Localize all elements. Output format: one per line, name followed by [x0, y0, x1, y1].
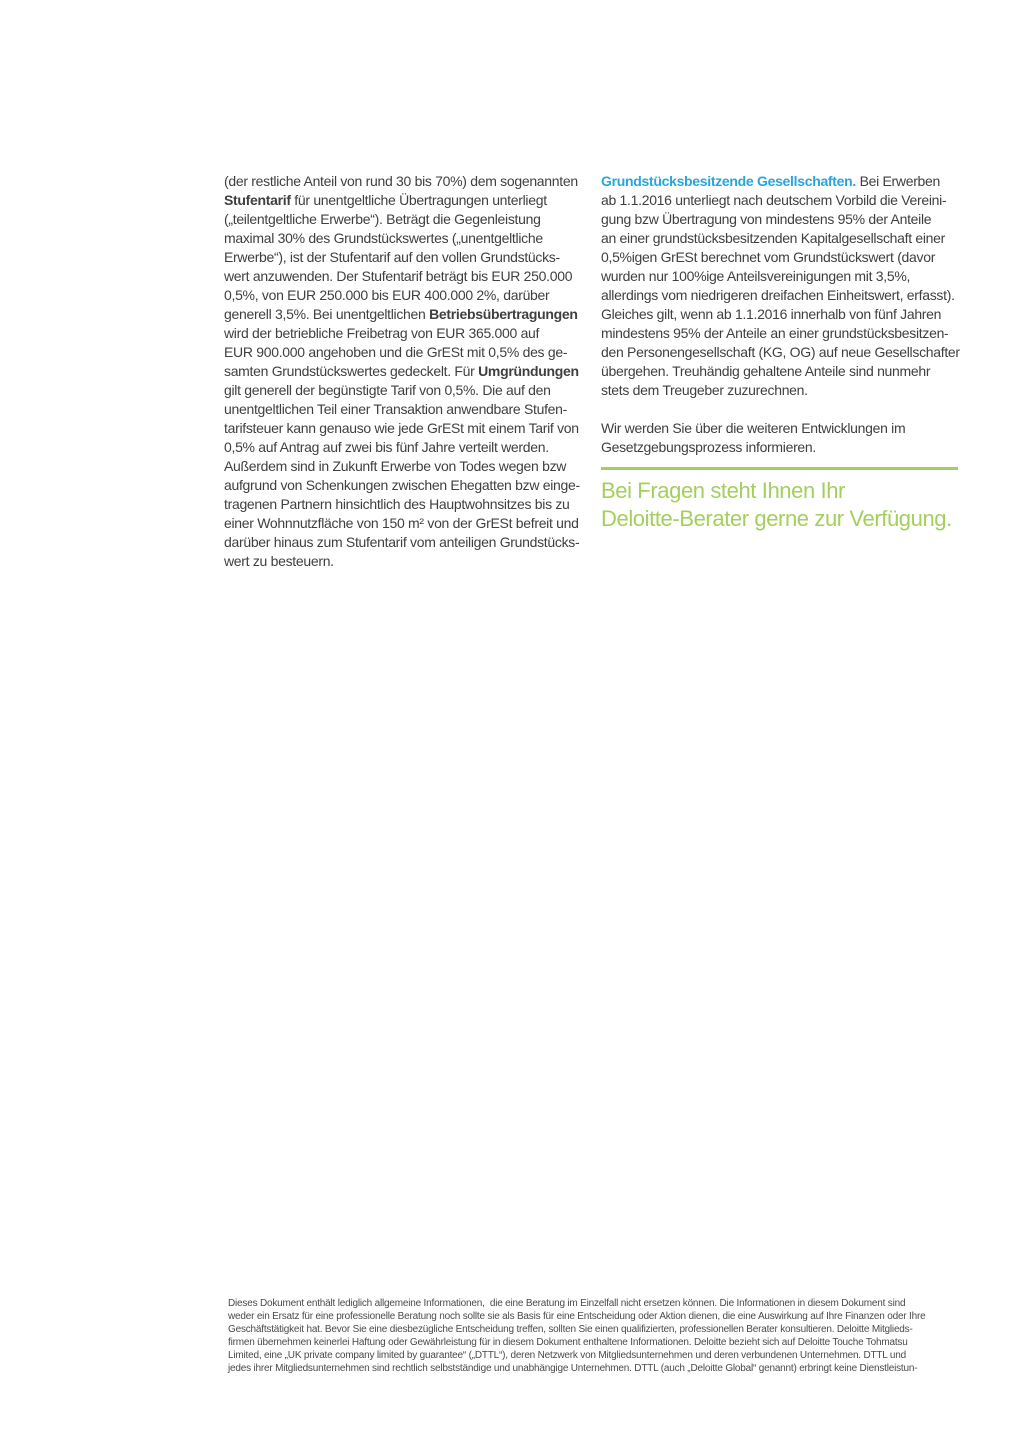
- text-line: allerdings vom niedrigeren dreifachen Einheitswert, erfasst).: [601, 287, 955, 303]
- text-line: Gesetzgebungsprozess informieren.: [601, 439, 816, 455]
- text-line: (der restliche Anteil von rund 30 bis 70%) dem sogenannten: [224, 173, 578, 189]
- text-line: den Personengesellschaft (KG, OG) auf neue Gesellschafter: [601, 344, 960, 360]
- text-line: stets dem Treugeber zuzurechnen.: [601, 382, 808, 398]
- paragraph-grundstuecksbesitzende-gesellschaften: [601, 172, 963, 400]
- text-line: 0,5%, von EUR 250.000 bis EUR 400.000 2%, darüber: [224, 287, 550, 303]
- text-line: Erwerbe“), ist der Stufentarif auf den vollen Grundstücks-: [224, 249, 560, 265]
- text-line: Dieses Dokument enthält lediglich allgemeine Informationen, die eine Beratung im Einzelfall nicht ersetzen können. Die Informationen in diesem Dokument sind: [228, 1298, 906, 1309]
- text-line: Wir werden Sie über die weiteren Entwicklungen im: [601, 420, 906, 436]
- text-line: wurden nur 100%ige Anteilsvereinigungen mit 3,5%,: [601, 268, 911, 284]
- left-text-column: [224, 172, 586, 571]
- text-line: firmen übernehmen keinerlei Haftung oder Gewährleistung für in diesem Dokument enthaltene Informationen. Deloitte bezieht sich auf Deloitte Touche Tohmatsu: [228, 1337, 908, 1348]
- text-line: darüber hinaus zum Stufentarif vom anteiligen Grundstücks-: [224, 534, 580, 550]
- text-line: weder ein Ersatz für eine professionelle Beratung noch sollte sie als Basis für eine Entscheidung oder Aktion dienen, die eine Auswirkung auf Ihre Finanzen oder Ihre: [228, 1311, 926, 1322]
- text-line: mindestens 95% der Anteile an einer grundstücksbesitzen-: [601, 325, 949, 341]
- paragraph-entwicklungen-hinweis: [601, 419, 963, 457]
- closing-callout: [601, 477, 963, 533]
- closing-line-2: Deloitte-Berater gerne zur Verfügung.: [601, 506, 952, 531]
- text-line: wird der betriebliche Freibetrag von EUR 365.000 auf: [224, 325, 540, 341]
- text-line: wert anzuwenden. Der Stufentarif beträgt bis EUR 250.000: [224, 268, 573, 284]
- text-line: Grundstücksbesitzende Gesellschaften. Bei Erwerben: [601, 173, 941, 189]
- text-line: an einer grundstücksbesitzenden Kapitalgesellschaft einer: [601, 230, 946, 246]
- right-text-column: [601, 172, 963, 533]
- text-line: Stufentarif für unentgeltliche Übertragungen unterliegt: [224, 192, 547, 208]
- text-line: samten Grundstückswertes gedeckelt. Für Umgründungen: [224, 363, 579, 379]
- text-line: EUR 900.000 angehoben und die GrESt mit 0,5% des ge-: [224, 344, 568, 360]
- text-line: („teilentgeltliche Erwerbe“). Beträgt die Gegenleistung: [224, 211, 541, 227]
- text-line: maximal 30% des Grundstückswertes („unentgeltliche: [224, 230, 543, 246]
- footer-disclaimer: [228, 1297, 968, 1375]
- text-line: wert zu besteuern.: [224, 553, 334, 569]
- text-line: einer Wohnnutzfläche von 150 m² von der GrESt befreit und: [224, 515, 579, 531]
- text-line: Limited, eine „UK private company limited by guarantee“ („DTTL“), deren Netzwerk von Mitgliedsunternehmen und deren verbundenen Unternehmen. DTTL und: [228, 1350, 906, 1361]
- text-line: generell 3,5%. Bei unentgeltlichen Betriebsübertragungen: [224, 306, 578, 322]
- text-line: übergehen. Treuhändig gehaltene Anteile sind nunmehr: [601, 363, 931, 379]
- text-line: tarifsteuer kann genauso wie jede GrESt mit einem Tarif von: [224, 420, 579, 436]
- text-line: unentgeltlichen Teil einer Transaktion anwendbare Stufen-: [224, 401, 567, 417]
- text-line: 0,5% auf Antrag auf zwei bis fünf Jahre verteilt werden.: [224, 439, 549, 455]
- text-line: Gleiches gilt, wenn ab 1.1.2016 innerhalb von fünf Jahren: [601, 306, 942, 322]
- green-divider-rule: [601, 467, 958, 470]
- text-line: 0,5%igen GrESt berechnet vom Grundstückswert (davor: [601, 249, 936, 265]
- text-line: tragenen Partnern hinsichtlich des Hauptwohnsitzes bis zu: [224, 496, 570, 512]
- text-line: Außerdem sind in Zukunft Erwerbe von Todes wegen bzw: [224, 458, 567, 474]
- text-line: gung bzw Übertragung von mindestens 95% der Anteile: [601, 211, 932, 227]
- paragraph-spacer: [601, 400, 963, 419]
- text-line: ab 1.1.2016 unterliegt nach deutschem Vorbild die Vereini-: [601, 192, 947, 208]
- text-line: jedes ihrer Mitgliedsunternehmen sind rechtlich selbstständige und unabhängige Unternehmen. DTTL (auch „Deloitte Global“ genannt) erbringt keine Dienstleistun-: [228, 1363, 918, 1374]
- text-line: aufgrund von Schenkungen zwischen Ehegatten bzw einge-: [224, 477, 580, 493]
- text-line: Geschäftstätigkeit hat. Bevor Sie eine diesbezügliche Entscheidung treffen, sollten Sie einen qualifizierten, professionellen Berater konsultieren. Deloitte Mitglieds-: [228, 1324, 913, 1335]
- text-line: gilt generell der begünstigte Tarif von 0,5%. Die auf den: [224, 382, 551, 398]
- closing-line-1: Bei Fragen steht Ihnen Ihr: [601, 478, 845, 503]
